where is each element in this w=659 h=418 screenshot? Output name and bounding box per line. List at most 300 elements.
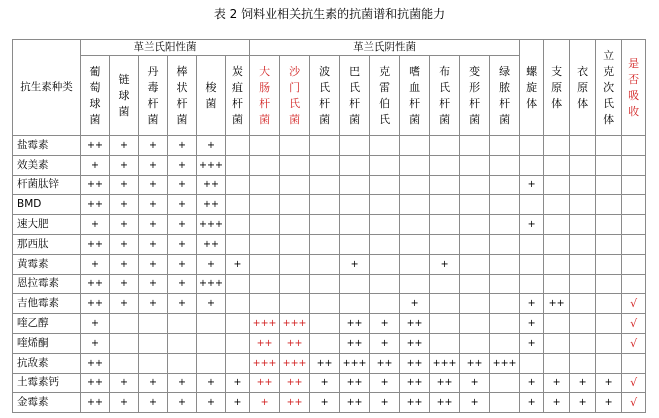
activity-cell: +	[340, 254, 370, 274]
activity-cell	[400, 215, 430, 235]
activity-cell: +	[544, 373, 570, 393]
activity-cell	[340, 215, 370, 235]
column-header-16	[520, 40, 544, 136]
activity-cell	[544, 215, 570, 235]
column-header-text: 梭 菌	[205, 80, 217, 110]
activity-cell: +	[596, 393, 622, 413]
activity-cell	[430, 195, 460, 215]
activity-cell: ++	[460, 353, 490, 373]
activity-cell	[310, 136, 340, 156]
activity-cell	[622, 254, 646, 274]
activity-cell: +++	[280, 314, 310, 334]
activity-cell	[544, 234, 570, 254]
activity-cell: +	[168, 175, 197, 195]
activity-cell: ++	[400, 393, 430, 413]
activity-cell	[490, 294, 520, 314]
table-row	[13, 254, 646, 274]
activity-cell	[430, 155, 460, 175]
activity-cell: +++	[250, 353, 280, 373]
activity-cell	[400, 136, 430, 156]
table-row	[13, 373, 646, 393]
activity-cell: +	[110, 234, 139, 254]
activity-cell	[340, 136, 370, 156]
table-row	[13, 234, 646, 254]
activity-cell	[280, 294, 310, 314]
activity-cell: ++	[81, 373, 110, 393]
absorbed-check: √	[622, 294, 646, 314]
activity-cell: +++	[197, 155, 226, 175]
activity-cell: +	[139, 155, 168, 175]
activity-cell	[400, 254, 430, 274]
activity-cell	[622, 195, 646, 215]
activity-cell	[310, 294, 340, 314]
activity-cell: +	[81, 314, 110, 334]
activity-cell: ++	[197, 175, 226, 195]
activity-cell: +	[110, 195, 139, 215]
activity-cell	[570, 215, 596, 235]
absorbed-check: √	[622, 333, 646, 353]
column-header-text: 是 否 吸 收	[628, 56, 640, 118]
antibiotic-spectrum-table	[12, 39, 646, 413]
activity-cell: +	[168, 234, 197, 254]
activity-cell	[460, 254, 490, 274]
table-row	[13, 333, 646, 353]
activity-cell: +	[520, 333, 544, 353]
activity-cell	[400, 155, 430, 175]
activity-cell: ++	[340, 314, 370, 334]
activity-cell	[570, 314, 596, 334]
activity-cell	[596, 175, 622, 195]
activity-cell: +	[81, 254, 110, 274]
column-header-13	[430, 56, 460, 136]
activity-cell: +	[520, 294, 544, 314]
activity-cell	[250, 195, 280, 215]
activity-cell	[226, 294, 250, 314]
activity-cell	[430, 136, 460, 156]
activity-cell: ++	[81, 274, 110, 294]
activity-cell	[370, 215, 400, 235]
activity-cell	[490, 274, 520, 294]
activity-cell	[460, 294, 490, 314]
absorbed-check: √	[622, 373, 646, 393]
antibiotic-name: 黄霉素	[13, 254, 81, 274]
activity-cell: +	[139, 195, 168, 215]
activity-cell	[622, 274, 646, 294]
activity-cell	[570, 234, 596, 254]
activity-cell: +	[520, 393, 544, 413]
activity-cell: ++	[81, 195, 110, 215]
activity-cell	[280, 195, 310, 215]
activity-cell: +	[139, 373, 168, 393]
activity-cell	[622, 136, 646, 156]
table-row	[13, 175, 646, 195]
activity-cell: ++	[81, 234, 110, 254]
activity-cell	[596, 254, 622, 274]
activity-cell: +	[81, 155, 110, 175]
activity-cell	[340, 175, 370, 195]
absorbed-check: √	[622, 314, 646, 334]
table-row	[13, 136, 646, 156]
column-header-text: 布 氏 杆 菌	[439, 64, 451, 126]
activity-cell	[197, 353, 226, 373]
activity-cell: +	[197, 373, 226, 393]
activity-cell	[430, 314, 460, 334]
column-header-text: 沙 门 氏 菌	[289, 64, 301, 126]
activity-cell	[430, 294, 460, 314]
activity-cell	[370, 195, 400, 215]
activity-cell	[430, 274, 460, 294]
activity-cell	[139, 333, 168, 353]
column-header-text: 炭 疽 杆 菌	[232, 64, 244, 126]
column-header-text: 嗜 血 杆 菌	[409, 64, 421, 126]
activity-cell	[570, 195, 596, 215]
activity-cell: ++	[430, 393, 460, 413]
antibiotic-name: 金霉素	[13, 393, 81, 413]
activity-cell: +	[168, 373, 197, 393]
activity-cell: +	[197, 294, 226, 314]
column-header-text: 衣 原 体	[577, 64, 589, 110]
activity-cell: +	[110, 274, 139, 294]
activity-cell	[596, 136, 622, 156]
column-header-6	[226, 56, 250, 136]
activity-cell: ++	[400, 314, 430, 334]
column-header-8	[280, 56, 310, 136]
activity-cell: ++	[81, 294, 110, 314]
activity-cell	[250, 155, 280, 175]
activity-cell	[460, 195, 490, 215]
activity-cell	[400, 234, 430, 254]
activity-cell	[340, 294, 370, 314]
activity-cell	[197, 314, 226, 334]
column-header-5	[197, 56, 226, 136]
column-header-7	[250, 56, 280, 136]
activity-cell	[490, 333, 520, 353]
table-title: 表 2 饲料业相关抗生素的抗菌谱和抗菌能力	[213, 7, 446, 21]
activity-cell: +++	[490, 353, 520, 373]
table-row	[13, 155, 646, 175]
activity-cell	[310, 254, 340, 274]
activity-cell	[622, 234, 646, 254]
activity-cell	[520, 195, 544, 215]
activity-cell: ++	[280, 333, 310, 353]
activity-cell	[520, 353, 544, 373]
activity-cell: +	[110, 294, 139, 314]
column-header-15	[490, 56, 520, 136]
activity-cell	[622, 175, 646, 195]
activity-cell: +	[110, 155, 139, 175]
activity-cell: ++	[81, 393, 110, 413]
activity-cell: +	[250, 393, 280, 413]
antibiotic-name: BMD	[13, 195, 81, 215]
activity-cell	[226, 195, 250, 215]
antibiotic-name: 盐霉素	[13, 136, 81, 156]
activity-cell: +	[197, 254, 226, 274]
column-header-text: 巴 氏 杆 菌	[349, 64, 361, 126]
activity-cell: ++	[250, 373, 280, 393]
activity-cell: ++	[430, 373, 460, 393]
activity-cell: +	[310, 393, 340, 413]
activity-cell	[544, 175, 570, 195]
activity-cell	[460, 274, 490, 294]
column-header-text: 链 球 菌	[118, 72, 130, 118]
column-header-text: 变 形 杆 菌	[469, 64, 481, 126]
activity-cell: +	[310, 373, 340, 393]
activity-cell	[520, 234, 544, 254]
activity-cell	[570, 294, 596, 314]
activity-cell: +	[139, 234, 168, 254]
activity-cell	[596, 195, 622, 215]
activity-cell	[310, 274, 340, 294]
antibiotic-name: 杆菌肽锌	[13, 175, 81, 195]
activity-cell: ++	[544, 294, 570, 314]
activity-cell: +	[139, 215, 168, 235]
activity-cell	[340, 234, 370, 254]
activity-cell: +	[460, 393, 490, 413]
column-header-text: 绿 脓 杆 菌	[499, 64, 511, 126]
column-header-text: 螺 旋 体	[526, 64, 538, 110]
activity-cell: +	[226, 373, 250, 393]
column-header-text: 克 雷 伯 氏	[379, 64, 391, 126]
activity-cell: +	[110, 254, 139, 274]
column-header-4	[168, 56, 197, 136]
activity-cell: ++	[340, 333, 370, 353]
activity-cell: +	[197, 393, 226, 413]
activity-cell	[226, 353, 250, 373]
activity-cell: +	[400, 294, 430, 314]
activity-cell	[490, 373, 520, 393]
column-header-14	[460, 56, 490, 136]
activity-cell: +	[570, 393, 596, 413]
absorbed-check: √	[622, 393, 646, 413]
activity-cell	[250, 294, 280, 314]
activity-cell: +	[81, 333, 110, 353]
activity-cell: +	[520, 314, 544, 334]
activity-cell	[544, 314, 570, 334]
activity-cell: ++	[280, 373, 310, 393]
activity-cell: +	[139, 136, 168, 156]
activity-cell: +	[110, 393, 139, 413]
activity-cell	[400, 175, 430, 195]
activity-cell	[460, 136, 490, 156]
activity-cell: ++	[340, 393, 370, 413]
activity-cell	[460, 314, 490, 334]
activity-cell	[596, 353, 622, 373]
table-row	[13, 274, 646, 294]
antibiotic-name: 土霉素钙	[13, 373, 81, 393]
activity-cell	[596, 333, 622, 353]
activity-cell	[570, 254, 596, 274]
activity-cell	[490, 136, 520, 156]
activity-cell	[544, 155, 570, 175]
antibiotic-name: 效美素	[13, 155, 81, 175]
column-header-10	[340, 56, 370, 136]
activity-cell: +	[139, 274, 168, 294]
activity-cell	[139, 314, 168, 334]
activity-cell: +	[460, 373, 490, 393]
activity-cell	[310, 314, 340, 334]
activity-cell	[250, 175, 280, 195]
activity-cell: +	[110, 215, 139, 235]
activity-cell	[570, 136, 596, 156]
activity-cell: ++	[370, 353, 400, 373]
table-row	[13, 314, 646, 334]
activity-cell	[596, 215, 622, 235]
activity-cell	[250, 136, 280, 156]
activity-cell	[596, 294, 622, 314]
activity-cell	[226, 274, 250, 294]
activity-cell	[596, 234, 622, 254]
activity-cell: +++	[250, 314, 280, 334]
activity-cell	[460, 175, 490, 195]
activity-cell	[490, 314, 520, 334]
activity-cell: +	[430, 254, 460, 274]
activity-cell	[544, 333, 570, 353]
antibiotic-name: 喹乙醇	[13, 314, 81, 334]
column-header-20	[622, 40, 646, 136]
activity-cell: +	[520, 215, 544, 235]
activity-cell: +	[370, 393, 400, 413]
activity-cell	[520, 155, 544, 175]
activity-cell	[226, 314, 250, 334]
antibiotic-name: 抗敌素	[13, 353, 81, 373]
activity-cell: +	[168, 294, 197, 314]
table-row	[13, 294, 646, 314]
activity-cell	[168, 333, 197, 353]
activity-cell	[139, 353, 168, 373]
column-header-3	[139, 56, 168, 136]
activity-cell	[430, 333, 460, 353]
activity-cell: +	[596, 373, 622, 393]
activity-cell	[460, 333, 490, 353]
activity-cell	[544, 136, 570, 156]
column-header-11	[370, 56, 400, 136]
activity-cell: ++	[400, 353, 430, 373]
column-header-text: 大 肠 杆 菌	[259, 64, 271, 126]
activity-cell	[570, 353, 596, 373]
activity-cell	[400, 195, 430, 215]
activity-cell	[460, 234, 490, 254]
antibiotic-name: 那西肽	[13, 234, 81, 254]
activity-cell	[596, 155, 622, 175]
activity-cell	[110, 333, 139, 353]
activity-cell	[520, 274, 544, 294]
activity-cell	[226, 333, 250, 353]
column-header-18	[570, 40, 596, 136]
activity-cell	[340, 274, 370, 294]
activity-cell	[370, 136, 400, 156]
antibiotic-name: 喹烯酮	[13, 333, 81, 353]
activity-cell	[280, 274, 310, 294]
activity-cell	[370, 294, 400, 314]
activity-cell: +	[168, 215, 197, 235]
table-row	[13, 393, 646, 413]
table-row	[13, 215, 646, 235]
antibiotic-name: 恩拉霉素	[13, 274, 81, 294]
activity-cell	[168, 353, 197, 373]
activity-cell	[370, 254, 400, 274]
activity-cell	[280, 234, 310, 254]
activity-cell	[250, 254, 280, 274]
activity-cell: +	[370, 314, 400, 334]
activity-cell: +++	[340, 353, 370, 373]
activity-cell	[490, 195, 520, 215]
activity-cell	[544, 274, 570, 294]
activity-cell	[490, 254, 520, 274]
activity-cell	[490, 215, 520, 235]
activity-cell: +	[226, 254, 250, 274]
activity-cell: +	[168, 195, 197, 215]
activity-cell: ++	[400, 373, 430, 393]
activity-cell	[570, 175, 596, 195]
activity-cell	[310, 155, 340, 175]
activity-cell: +	[520, 373, 544, 393]
column-header-text: 葡 萄 球 菌	[89, 64, 101, 126]
column-header-17	[544, 40, 570, 136]
activity-cell	[622, 215, 646, 235]
activity-cell	[544, 254, 570, 274]
activity-cell	[280, 175, 310, 195]
activity-cell: +	[81, 215, 110, 235]
activity-cell	[570, 155, 596, 175]
activity-cell	[226, 215, 250, 235]
activity-cell: +	[168, 155, 197, 175]
activity-cell: +	[570, 373, 596, 393]
activity-cell	[544, 195, 570, 215]
activity-cell: ++	[81, 353, 110, 373]
activity-cell	[226, 136, 250, 156]
activity-cell	[490, 393, 520, 413]
activity-cell	[490, 155, 520, 175]
activity-cell	[168, 314, 197, 334]
activity-cell: ++	[400, 333, 430, 353]
column-header-2	[110, 56, 139, 136]
row-label-header: 抗生素种类	[13, 40, 81, 136]
activity-cell	[340, 195, 370, 215]
activity-cell	[430, 175, 460, 195]
activity-cell: +	[110, 136, 139, 156]
activity-cell	[430, 215, 460, 235]
antibiotic-name: 吉他霉素	[13, 294, 81, 314]
activity-cell	[310, 195, 340, 215]
activity-cell	[340, 155, 370, 175]
activity-cell	[250, 215, 280, 235]
activity-cell	[280, 254, 310, 274]
activity-cell: +	[168, 274, 197, 294]
activity-cell: +	[139, 393, 168, 413]
activity-cell: +	[139, 254, 168, 274]
activity-cell	[280, 215, 310, 235]
activity-cell: +++	[430, 353, 460, 373]
activity-cell	[622, 353, 646, 373]
column-header-text: 丹 毒 杆 菌	[147, 64, 159, 126]
activity-cell	[110, 314, 139, 334]
activity-cell: +++	[197, 215, 226, 235]
table-row	[13, 195, 646, 215]
activity-cell: +	[168, 393, 197, 413]
activity-cell	[430, 234, 460, 254]
activity-cell	[544, 353, 570, 373]
activity-cell: +	[370, 373, 400, 393]
antibiotic-name: 速大肥	[13, 215, 81, 235]
activity-cell: +	[110, 175, 139, 195]
activity-cell: +	[139, 175, 168, 195]
column-header-text: 棒 状 杆 菌	[176, 64, 188, 126]
activity-cell	[226, 155, 250, 175]
activity-cell: ++	[81, 136, 110, 156]
activity-cell	[460, 155, 490, 175]
activity-cell	[226, 175, 250, 195]
activity-cell	[570, 333, 596, 353]
